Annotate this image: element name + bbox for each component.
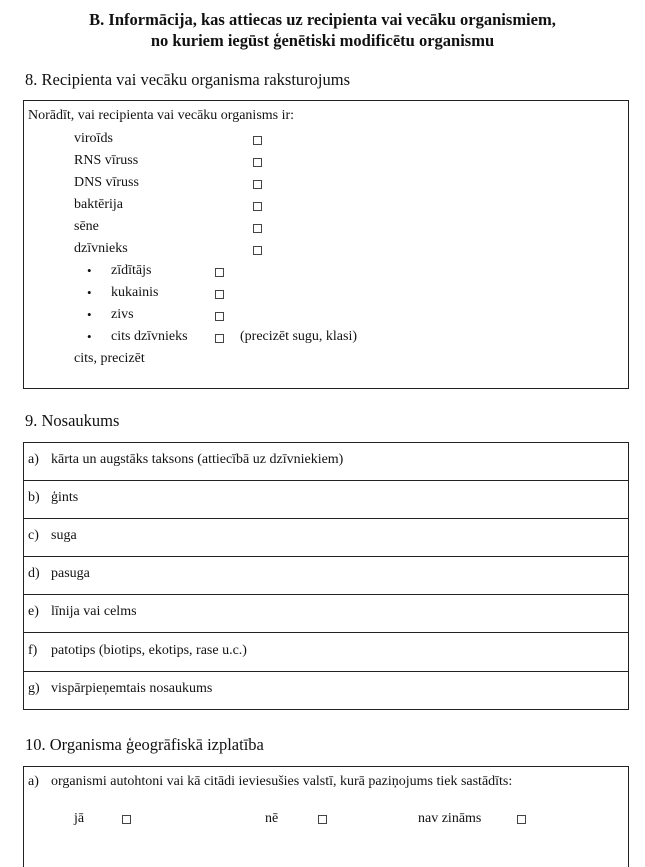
checkbox-dzivnieks[interactable]: [253, 246, 262, 255]
row-letter: d): [28, 566, 40, 581]
row-letter: g): [28, 681, 40, 696]
option-label-sene: sēne: [74, 219, 99, 234]
section-9-heading: 9. Nosaukums: [25, 411, 120, 430]
option-label-viroids: viroīds: [74, 131, 113, 146]
table-row: [24, 672, 628, 709]
row-text: suga: [51, 528, 77, 543]
row-text: pasuga: [51, 566, 90, 581]
row-letter: a): [28, 452, 39, 467]
table-row: [24, 443, 628, 481]
bullet-zliditajs: •: [87, 263, 92, 278]
sub-option-label-zivs: zivs: [111, 307, 134, 322]
sub-option-label-ziditajs: zīdītājs: [111, 263, 152, 278]
section-8-box: [23, 100, 629, 389]
section-8-intro: Norādīt, vai recipienta vai vecāku organisms ir:: [28, 108, 295, 123]
checkbox-rns-viruss[interactable]: [253, 158, 262, 167]
other-specify-label: cits, precizēt: [74, 351, 145, 366]
checkbox-dns-viruss[interactable]: [253, 180, 262, 189]
checkbox-ziditajs[interactable]: [215, 268, 224, 277]
row-text: organismi autohtoni vai kā citādi ieviesušies valstī, kurā paziņojums tiek sastādīts:: [51, 774, 513, 789]
table-row: [24, 633, 628, 672]
checkbox-kukainis[interactable]: [215, 290, 224, 299]
checkbox-bakterija[interactable]: [253, 202, 262, 211]
checkbox-cits-dzivnieks[interactable]: [215, 334, 224, 343]
checkbox-viroids[interactable]: [253, 136, 262, 145]
row-letter: c): [28, 528, 39, 543]
bullet-kukainis: •: [87, 285, 92, 300]
table-row: [24, 557, 628, 595]
row-text: līnija vai celms: [51, 604, 137, 619]
section-10-table: [23, 766, 629, 867]
section-title-line-1: B. Informācija, kas attiecas uz recipienta vai vecāku organismiem,: [89, 10, 556, 29]
section-9-table: [23, 442, 629, 710]
bullet-zivs: •: [87, 307, 92, 322]
row-text: patotips (biotips, ekotips, rase u.c.): [51, 643, 247, 658]
row-letter: e): [28, 604, 39, 619]
answer-label-ja: jā: [74, 811, 85, 826]
sub-option-label-kukainis: kukainis: [111, 285, 159, 300]
answer-label-ne: nē: [265, 811, 279, 826]
row-text: ģints: [51, 490, 79, 505]
option-label-dzivnieks: dzīvnieks: [74, 241, 128, 256]
section-8-heading: 8. Recipienta vai vecāku organisma raksturojums: [25, 70, 351, 89]
bullet-cits-dzivnieks: •: [87, 329, 92, 344]
row-letter: a): [28, 774, 39, 789]
checkbox-ja[interactable]: [122, 815, 131, 824]
sub-option-label-cits-dzivnieks: cits dzīvnieks: [111, 329, 188, 344]
option-label-dns-viruss: DNS vīruss: [74, 175, 139, 190]
checkbox-zivs[interactable]: [215, 312, 224, 321]
row-letter: b): [28, 490, 40, 505]
section-10-heading: 10. Organisma ģeogrāfiskā izplatība: [25, 735, 264, 754]
row-text: kārta un augstāks taksons (attiecībā uz dzīvniekiem): [51, 452, 344, 467]
checkbox-nav-zinams[interactable]: [517, 815, 526, 824]
table-row: [24, 519, 628, 557]
section-title-line-2: no kuriem iegūst ģenētiski modificētu organismu: [150, 31, 495, 50]
row-letter: f): [28, 643, 38, 658]
answer-label-nav-zinams: nav zināms: [418, 811, 482, 826]
option-label-bakterija: baktērija: [74, 197, 123, 212]
checkbox-ne[interactable]: [318, 815, 327, 824]
row-text: vispārpieņemtais nosaukums: [51, 681, 213, 696]
option-label-rns-viruss: RNS vīruss: [74, 153, 139, 168]
table-row: [24, 481, 628, 519]
checkbox-sene[interactable]: [253, 224, 262, 233]
table-row: [24, 595, 628, 633]
sub-option-note: (precizēt sugu, klasi): [240, 329, 358, 344]
